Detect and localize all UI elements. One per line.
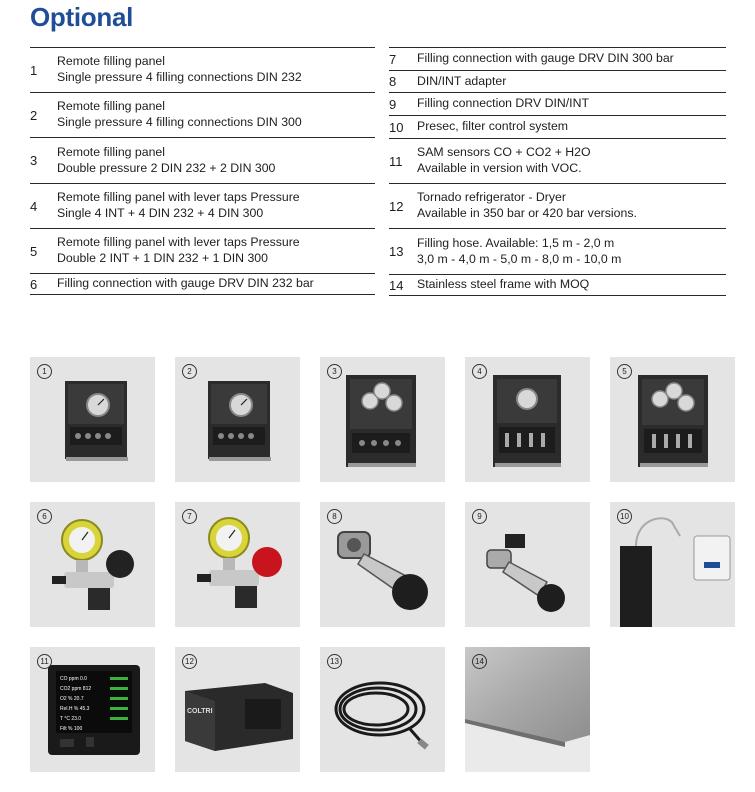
brand-label: COLTRI bbox=[187, 708, 213, 715]
number-badge: 11 bbox=[37, 654, 52, 669]
list-item: 9 Filling connection DRV DIN/INT bbox=[389, 92, 726, 115]
screen-co2: CO2 ppm 812 bbox=[60, 686, 92, 692]
number-badge: 5 bbox=[617, 364, 632, 379]
product-photo-presec bbox=[610, 502, 735, 627]
number-badge: 13 bbox=[327, 654, 342, 669]
item-number: 11 bbox=[389, 153, 403, 169]
screen-humidity: Rel.H % 45.3 bbox=[60, 706, 90, 712]
product-photo-sam-sensors bbox=[30, 647, 155, 772]
item-number: 1 bbox=[30, 62, 38, 78]
list-item: 3 Remote filling panel Double pressure 2 DIN 232 + 2 DIN 300 bbox=[30, 137, 375, 183]
item-number: 13 bbox=[389, 244, 404, 259]
item-number: 5 bbox=[30, 243, 38, 259]
product-photo-steel-frame bbox=[465, 647, 590, 772]
number-badge: 9 bbox=[472, 509, 487, 524]
number-badge: 2 bbox=[182, 364, 197, 379]
list-item: 6 Filling connection with gauge DRV DIN 232 bar bbox=[30, 273, 375, 295]
number-badge: 7 bbox=[182, 509, 197, 524]
page-title: Optional bbox=[30, 2, 134, 32]
item-number: 14 bbox=[389, 277, 404, 293]
list-item: 11 SAM sensors CO + CO2 + H2O Available in version with VOC. bbox=[389, 138, 726, 183]
item-number: 3 bbox=[30, 153, 38, 168]
screen-temperature: T °C 23.0 bbox=[60, 716, 82, 722]
product-photo-connection-300 bbox=[175, 502, 300, 627]
options-list-left bbox=[30, 47, 375, 295]
list-item: 12 Tornado refrigerator - Dryer Available in 350 bar or 420 bar versions. bbox=[389, 183, 726, 228]
product-photo-din-int-adapter bbox=[320, 502, 445, 627]
product-photo-panel-2 bbox=[175, 357, 300, 482]
number-badge: 4 bbox=[472, 364, 487, 379]
number-badge: 8 bbox=[327, 509, 342, 524]
screen-o2: O2 % 20.7 bbox=[60, 696, 84, 702]
product-photo-din-int-connection bbox=[465, 502, 590, 627]
screen-co: CO ppm 0.0 bbox=[60, 676, 87, 682]
product-photo-connection-232 bbox=[30, 502, 155, 627]
number-badge: 1 bbox=[37, 364, 52, 379]
item-number: 12 bbox=[389, 198, 404, 214]
list-item: 2 Remote filling panel Single pressure 4 filling connections DIN 300 bbox=[30, 92, 375, 137]
number-badge: 10 bbox=[617, 509, 632, 524]
item-number: 9 bbox=[389, 96, 397, 112]
list-item: 4 Remote filling panel with lever taps Pressure Single 4 INT + 4 DIN 232 + 4 DIN 300 bbox=[30, 183, 375, 228]
list-item: 10 Presec, filter control system bbox=[389, 115, 726, 138]
item-number: 8 bbox=[389, 74, 397, 89]
list-item: 5 Remote filling panel with lever taps Pressure Double 2 INT + 1 DIN 232 + 1 DIN 300 bbox=[30, 228, 375, 273]
list-item: 14 Stainless steel frame with MOQ bbox=[389, 274, 726, 296]
number-badge: 6 bbox=[37, 509, 52, 524]
number-badge: 14 bbox=[472, 654, 487, 669]
product-photo-panel-3 bbox=[320, 357, 445, 482]
number-badge: 12 bbox=[182, 654, 197, 669]
list-item: 7 Filling connection with gauge DRV DIN 300 bar bbox=[389, 47, 726, 70]
list-item: 13 Filling hose. Available: 1,5 m - 2,0 m 3,0 m - 4,0 m - 5,0 m - 8,0 m - 10,0 m bbox=[389, 228, 726, 274]
product-photo-panel-5 bbox=[610, 357, 735, 482]
number-badge: 3 bbox=[327, 364, 342, 379]
item-number: 7 bbox=[389, 51, 397, 67]
screen-filter: Filt % 100 bbox=[60, 726, 83, 732]
item-number: 6 bbox=[30, 276, 38, 292]
product-photo-tornado-dryer bbox=[175, 647, 300, 772]
item-number: 10 bbox=[389, 119, 404, 135]
list-item: 1 Remote filling panel Single pressure 4 filling connections DIN 232 bbox=[30, 47, 375, 92]
product-photo-panel-1 bbox=[30, 357, 155, 482]
product-photo-panel-4 bbox=[465, 357, 590, 482]
options-list-right bbox=[389, 47, 726, 296]
item-number: 4 bbox=[30, 198, 38, 214]
product-photo-filling-hose bbox=[320, 647, 445, 772]
item-number: 2 bbox=[30, 107, 38, 123]
list-item: 8 DIN/INT adapter bbox=[389, 70, 726, 92]
